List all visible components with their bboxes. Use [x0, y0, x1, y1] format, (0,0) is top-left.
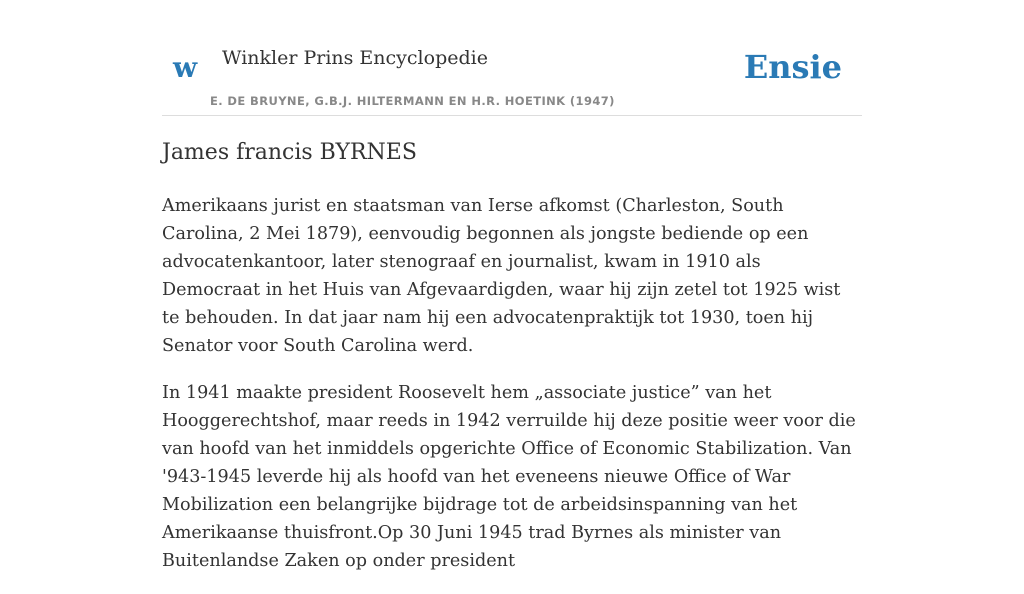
source-title[interactable]: Winkler Prins Encyclopedie [222, 47, 488, 69]
source-authors: E. DE BRUYNE, G.B.J. HILTERMANN EN H.R. HOETINK (1947) [210, 94, 615, 108]
article-body [162, 192, 862, 594]
source-header [162, 30, 862, 116]
article-title: James francis BYRNES [162, 140, 417, 165]
winkler-prins-logo[interactable]: w [173, 51, 198, 84]
article-paragraph: In 1941 maakte president Roosevelt hem „associate justice” van het Hooggerechtshof, maar reeds in 1942 verruilde hij deze positie weer voor die van hoofd van het inmiddels opgerichte Office of Economic Stabilization. Van '943-1945 leverde hij als hoofd van het eveneens nieuwe Office of War Mobilization een belangrijke bijdrage tot de arbeidsinspanning van het Amerikaanse thuisfront.Op 30 Juni 1945 trad Byrnes als minister van Buitenlandse Zaken op onder president [162, 383, 856, 571]
article-paragraph: Amerikaans jurist en staatsman van Ierse afkomst (Charleston, South Carolina, 2 Mei 1879), eenvoudig begonnen als jongste bediende op een advocatenkantoor, later stenograaf en journalist, kwam in 1910 als Democraat in het Huis van Afgevaardigden, waar hij zijn zetel tot 1925 wist te behouden. In dat jaar nam hij een advocatenpraktijk tot 1930, toen hij Senator voor South Carolina werd. [162, 196, 841, 356]
ensie-logo-link[interactable]: Ensie [743, 48, 842, 86]
